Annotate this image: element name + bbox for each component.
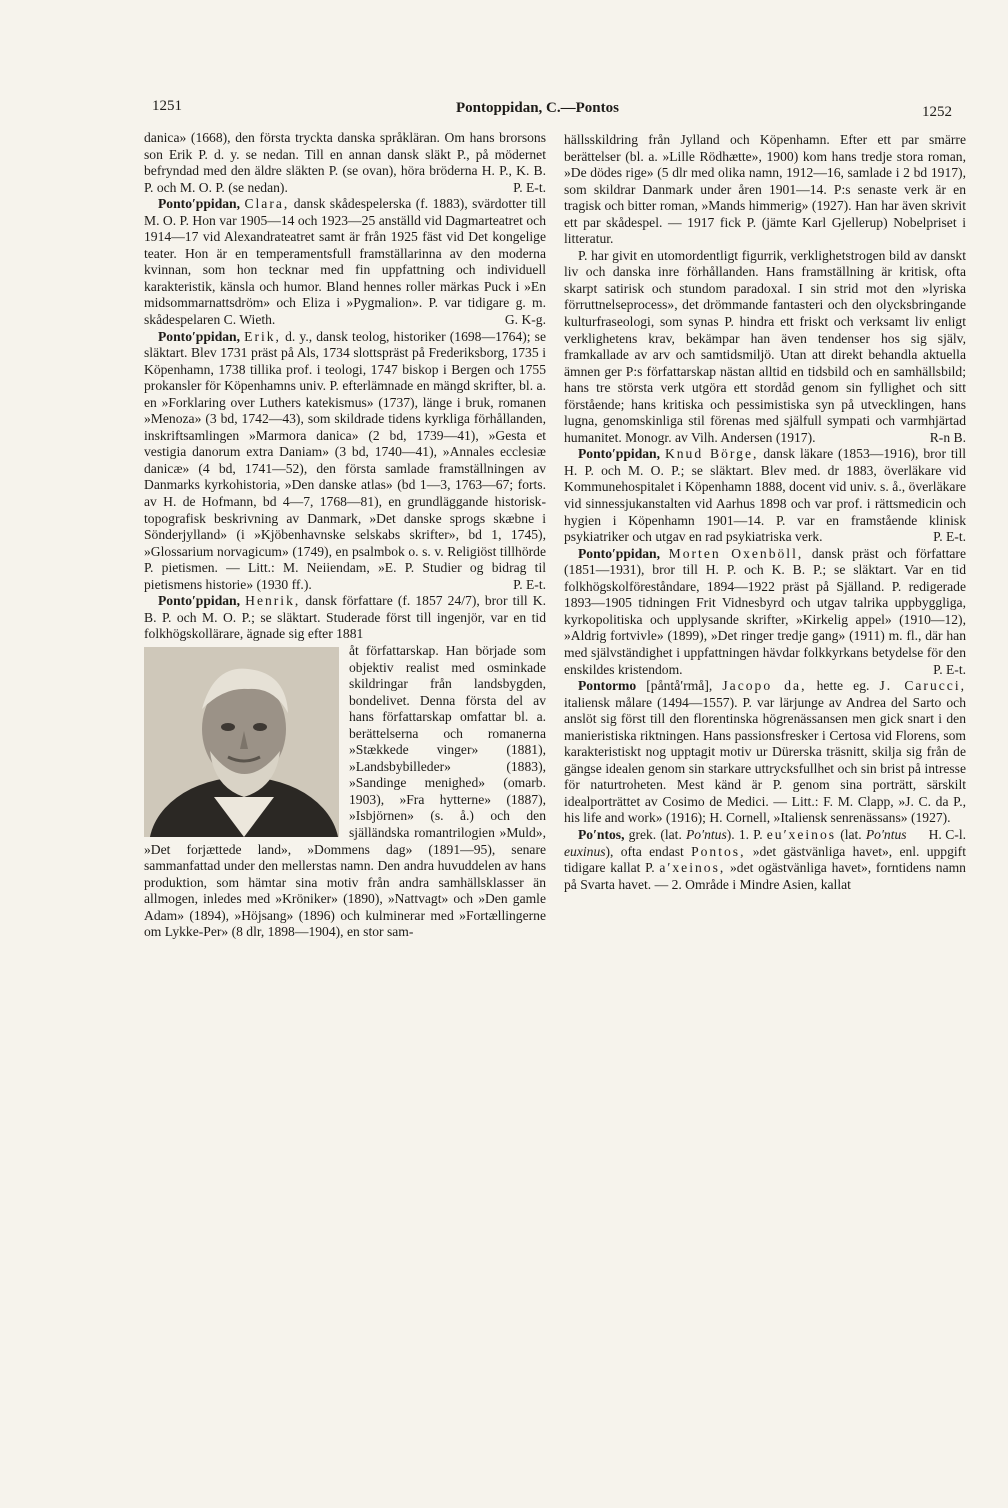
- entry-text: danica» (1668), den första tryckta danska språkläran. Om hans brorsons son Erik P. d. y. se nedan. Till en annan dansk släkt P., på mödernet befryndad med den äldre släkten P. (se ovan), höra bröderna H. P., K. B. P. och M. O. P. (se nedan).: [144, 130, 546, 195]
- portrait-photo-icon: [144, 647, 339, 837]
- headword: Ponto′ppidan,: [158, 196, 241, 212]
- page-number-right: 1252: [922, 104, 952, 120]
- entry-text: »det ogästvänliga havet», forntidens namn på Svarta havet. — 2. Område i Mindre Asien, kallat: [564, 860, 966, 892]
- running-head: Pontoppidan, C.—Pontos: [456, 100, 619, 116]
- pronunciation: [påntå′rmå],: [646, 678, 713, 694]
- given-name: Henrik,: [245, 593, 301, 609]
- given-name: Clara,: [244, 196, 290, 212]
- entry-henrik-cont: [564, 132, 966, 248]
- entry-text: dansk präst och författare (1851—1931), bror till H. P. och K. B. P.; se släktart. Var en tid folkhögskolföreståndare, 1894—1922 präst på Själland. P. redigerade 1893—1905 tidningen Frit Vidnesbyrd och utgav talrika uppbyggliga, kyrkopolitiska och upplysande skrifter, »Kirkelig appel» (1910—12), »Aldrig fortvivle» (1899), »Det ringer tredje gang» (1911) m. fl., där han med självständighet i uppfattningen hävdar folkkyrkans betydelse för den enskildes kristendom.: [564, 545, 966, 677]
- author-signature: G. K-g.: [504, 312, 546, 328]
- greek-term: a′xeinos,: [659, 860, 726, 876]
- right-column: [564, 132, 966, 893]
- page-number-left: 1251: [152, 98, 182, 114]
- headword: Ponto′ppidan,: [578, 545, 661, 561]
- entry-text: (lat.: [840, 826, 862, 842]
- birth-name: J. Carucci,: [879, 678, 966, 694]
- entry-knud: [564, 446, 966, 545]
- entry-text: åt författarskap. Han började som objektiv realist med osminkade skildringar från landsbygden, bondelivet. Denna första del av hans författarskap omfattar bl. a. berättelserna och romanerna »Stækkede vinger» (1881), »Landsbybilleder» (1883), »Sandinge menighed» (omarb. 1903), »Fra hytterne» (1887), »Isbjörnen» (s. å.) och den själländska romantrilogien »Muld», »Det forjættede land», »Dommens dag» (1891—95), senare sammanfattad under den mellerstas namn. Den andra huvuddelen av hans produktion, som hämtar sina motiv från andra samhällsklasser än allmogen, inledes med »Kröniker» (1890), »Nattvagt» och »Den gamle Adam» (1894), »Höjsang» (1896) och kulminerar med »Fortællingerne om Lykke-Per» (8 dlr, 1898—1904), en stor sam-: [144, 642, 546, 940]
- latin-term: Po′ntus: [686, 826, 727, 842]
- headword: Pontormo: [578, 678, 637, 694]
- portrait-drawing: [144, 647, 339, 837]
- greek-term: eu′xeinos: [766, 826, 837, 842]
- entry-henrik-cont2: [564, 248, 966, 447]
- entry-morten: [564, 546, 966, 678]
- author-signature: R-n B.: [929, 429, 966, 445]
- entry-text: d. y., dansk teolog, historiker (1698—1764); se släktart. Blev 1731 präst på Als, 1734 slottspräst på Frederiksborg, 1735 i Köpenhamn, 1738 tillika prof. i teologi, 1747 biskop i Bergen och 1755 prokansler för Köpenhamns univ. P. efterlämnade en mängd skrifter, bl. a. en »Forklaring over Luthers katekismus» (1737), länge i bruk, romanen »Menoza» (3 bd, 1742—43), som skildrade tidens kyrkliga förhållanden, inskriftsamlingen »Marmora danica» (2 bd, 1739—41), »Gesta et vestigia danorum extra Daniam» (3 bd, 1740—41), »Annales ecclesiæ danicæ» (4 bd, 1741—52), den första samlade framställningen av Danmarks kyrkohistoria, »Den danske atlas» (bd 1—3, 1763—67; forts. av H. de Hofmann, bd 4—7, 1768—81), en grundläggande historisk-topografisk beskrivning av Danmark, »Det danske sprogs skæbne i Sönderjylland» (i »Kjöbenhavnske selskabs skrifter», bd 1, 1745), »Glossarium norvagicum» (1749), en psalmbok o. s. v. Religiöst tillhörde P. pietismen. — Litt.: M. Neiiendam, »E. P. Studier og bidrag til pietismens historie» (1930 ff.).: [144, 328, 547, 592]
- entry-text: »det gästvänliga havet», enl. uppgift tidigare kallat P.: [564, 843, 966, 876]
- author-signature: H. C-l.: [928, 826, 966, 842]
- headword: Ponto′ppidan,: [158, 593, 241, 609]
- given-name: Morten Oxenböll,: [668, 545, 804, 561]
- author-signature: P. E-t.: [933, 661, 966, 677]
- entry-erik: [144, 329, 546, 594]
- spaced-term: Pontos,: [691, 843, 746, 859]
- latin-term: Po′ntus euxinus: [564, 826, 907, 859]
- entry-text: italiensk målare (1494—1557). P. var lärjunge av Andrea del Sarto och anslöt sig först till den florentinska högrenässansen men gick snart i den manieristiska riktningen. Hans passionsfresker i Certosa vid Florens, som karakteristiskt nog upptagit motiv ur Dürerska träsnitt, skilja sig från de gängse idealen genom sin starkare uttrycksfullhet och sin brist på intresse för naturtroheten. Mest känd är P. genom sina porträtt, särskilt idealporträttet av Cosimo de Medici. — Litt.: F. M. Clapp, »J. C. da P., his life and work» (1916); H. Cornell, »Italiensk senrenässans» (1927).: [564, 694, 966, 826]
- left-column: [144, 130, 546, 941]
- entry-pontos: [564, 827, 966, 893]
- entry-text: dansk läkare (1853—1916), bror till H. P. och M. O. P.; se släktart. Blev med. dr 1883, överläkare vid Kommunehospitalet i Köpenhamn 1888, docent vid univ. s. å., överläkare vid sinnessjukanstalten vid Aarhus 1898 och var prof. i rättsmedicin och hygien i Köpenhamn 1901—14. P. var en framstående klinisk psykiatriker och utgav en rad psykiatriska verk.: [564, 446, 967, 545]
- entry-text: dansk skådespelerska (f. 1883), svärdotter till M. O. P. Hon var 1905—14 och 1923—25 anställd vid Dagmarteatret och 1914—17 vid Alexandrateatret samt är från 1925 fäst vid Det kongelige teater. Hon är en temperamentsfull framställarinna av den moderna kvinnan, som hon tecknar med fin uppfattning och individuell karakteristik, känsla och humor. Bland hennes roller märkas Puck i »En midsommarnattsdröm» och Eliza i »Pygmalion». P. var tidigare g. m. skådespelaren C. Wieth.: [144, 196, 546, 328]
- given-name: Jacopo da,: [722, 678, 807, 694]
- entry-text: ), ofta endast: [605, 843, 684, 859]
- headword: Ponto′ppidan,: [578, 446, 661, 462]
- entry-text: hette eg.: [816, 678, 870, 694]
- headword: Ponto′ppidan,: [158, 328, 241, 344]
- entry-text: dansk författare (f. 1857 24/7), bror till K. B. P. och M. O. P.; se släktart. Studerade först till ingenjör, var en tid folkhögskollärare, ägnade sig efter 1881: [144, 593, 546, 642]
- entry-henrik: [144, 593, 546, 643]
- given-name: Erik,: [244, 328, 281, 344]
- author-signature: P. E-t.: [933, 529, 966, 545]
- given-name: Knud Börge,: [664, 446, 759, 462]
- entry-text: P. har givit en utomordentligt figurrik, verklighetstrogen bild av danskt liv och danska inre förhållanden. Hans framställning är kritisk, ofta skarpt satirisk och stundom paradoxal. I sin strid mot den »lyriska förruttnelseprocess», det drömmande fantasteri och den olycksbringande kulturfraseologi, som synas P. hindra ett friskt och verksamt liv enligt verklighetens krav, bekämpar han även tendenser hos sig själv, framkallade av arv och samtidsmiljö. Utan att direkt behandla aktuella ämnen ger P:s författarskap nästan alltid en tidsbild och en samhällsbild; hans tre största verk utgöra ett stordåd genom sin fyllighet och sitt förstående; hans kritiska och pessimistiska syn på utvecklingen, hans lugna, genomskinliga stil förenas med själfull sympati och varmhjärtad humanitet. Monogr. av Vilh. Andersen (1917).: [564, 247, 966, 445]
- entry-text: grek. (lat.: [628, 826, 682, 842]
- headword: Po′ntos,: [578, 826, 625, 842]
- entry-text: hällsskildring från Jylland och Köpenhamn. Efter ett par smärre berättelser (bl. a. »Lille Rödhætte», 1900) kom hans tredje stora roman, »De dödes rige» (5 dlr med olika namn, 1912—16, samlade i 2 bd 1917), som skildrar Danmark under åren 1901—14. P:s senaste verk är en tragisk och bitter roman, »Mands himmerig» (1927). Han har även skrivit ett par skådespel. — 1917 fick P. (jämte Karl Gjellerup) Nobelpriset i litteratur.: [564, 132, 966, 247]
- entry-continuation: [144, 130, 546, 196]
- author-signature: P. E-t.: [513, 179, 546, 195]
- entry-clara: [144, 196, 546, 328]
- author-signature: P. E-t.: [513, 576, 546, 592]
- entry-text: ). 1. P.: [726, 826, 763, 842]
